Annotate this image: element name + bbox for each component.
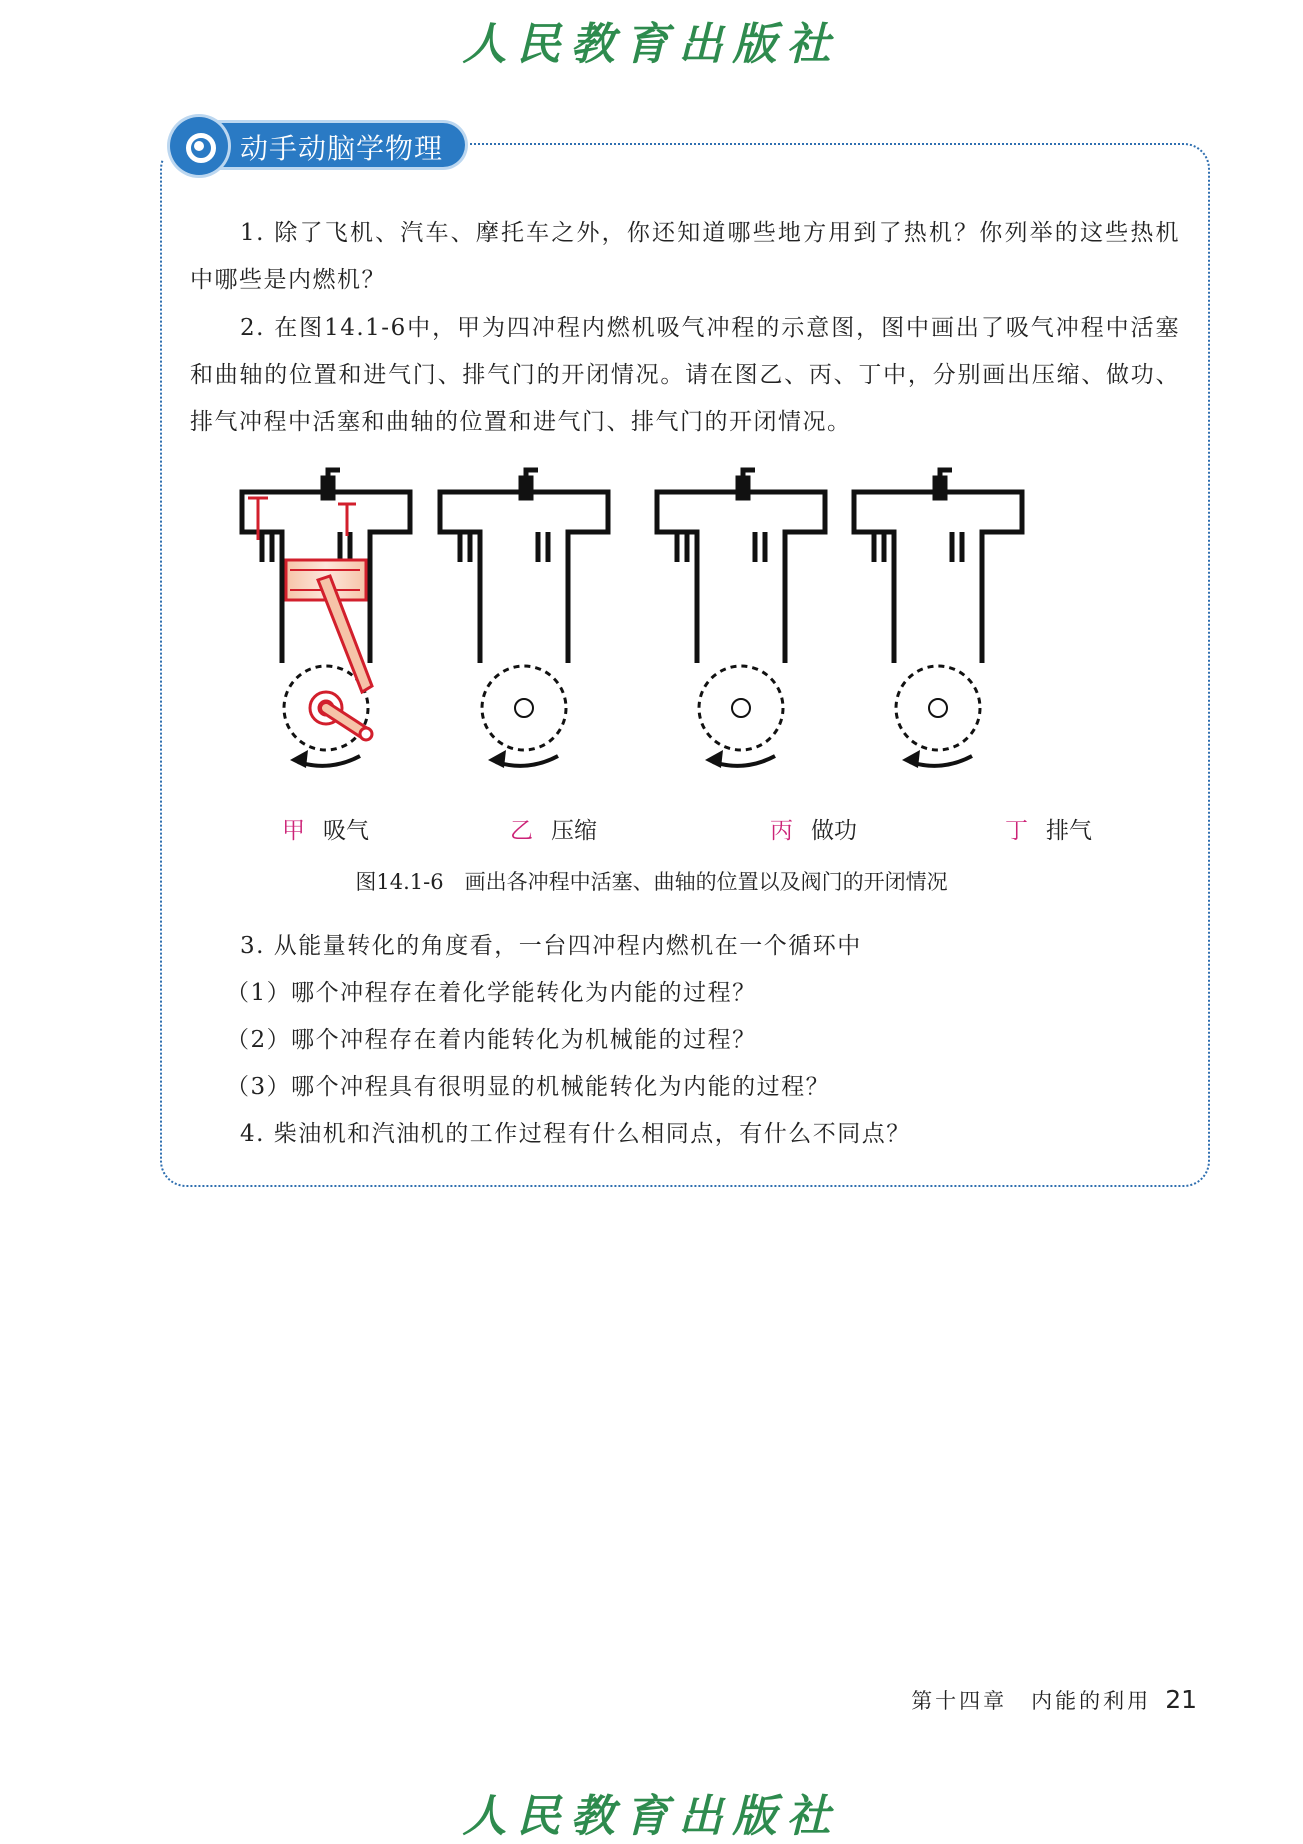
question-3-2: （2）哪个冲程存在着内能转化为机械能的过程？ xyxy=(226,1027,757,1053)
question-2: 2. 在图14.1-6中，甲为四冲程内燃机吸气冲程的示意图，图中画出了吸气冲程中活塞和曲轴的位置和进气门、排气门的开闭情况。请在图乙、丙、丁中，分别画出压缩、做功、排气冲程中活塞和曲轴的位置和进气门、排气门的开闭情况。 xyxy=(190,315,1180,435)
page-number: 21 xyxy=(1165,1685,1197,1714)
figure-caption: 图14.1-6 画出各冲程中活塞、曲轴的位置以及阀门的开闭情况 xyxy=(355,870,948,894)
panel-label-bing: 丙 做功 xyxy=(770,818,857,844)
publisher-logo-top: 人民教育出版社 xyxy=(462,19,841,70)
chapter-title: 第十四章 内能的利用 xyxy=(911,1689,1152,1713)
section-badge xyxy=(170,117,470,175)
question-3-3: （3）哪个冲程具有很明显的机械能转化为内能的过程？ xyxy=(226,1074,831,1100)
question-4: 4. 柴油机和汽油机的工作过程有什么相同点，有什么不同点？ xyxy=(240,1121,911,1147)
section-title: 动手动脑学物理 xyxy=(240,132,444,165)
engine-panel-bing xyxy=(657,470,825,768)
engine-diagram xyxy=(220,450,1120,810)
engine-panel-ding xyxy=(854,470,1022,768)
page-footer xyxy=(911,1685,1197,1715)
question-1: 1. 除了飞机、汽车、摩托车之外，你还知道哪些地方用到了热机？你列举的这些热机中哪些是内燃机？ xyxy=(190,220,1180,293)
panel-label-yi: 乙 压缩 xyxy=(510,818,597,844)
question-3: 3. 从能量转化的角度看，一台四冲程内燃机在一个循环中 xyxy=(240,933,862,959)
engine-panel-yi xyxy=(440,470,608,768)
panel-label-ding: 丁 排气 xyxy=(1005,818,1092,844)
publisher-logo-bottom: 人民教育出版社 xyxy=(462,1791,841,1842)
panel-label-jia: 甲 吸气 xyxy=(282,818,369,844)
question-3-1: （1）哪个冲程存在着化学能转化为内能的过程？ xyxy=(226,980,757,1006)
